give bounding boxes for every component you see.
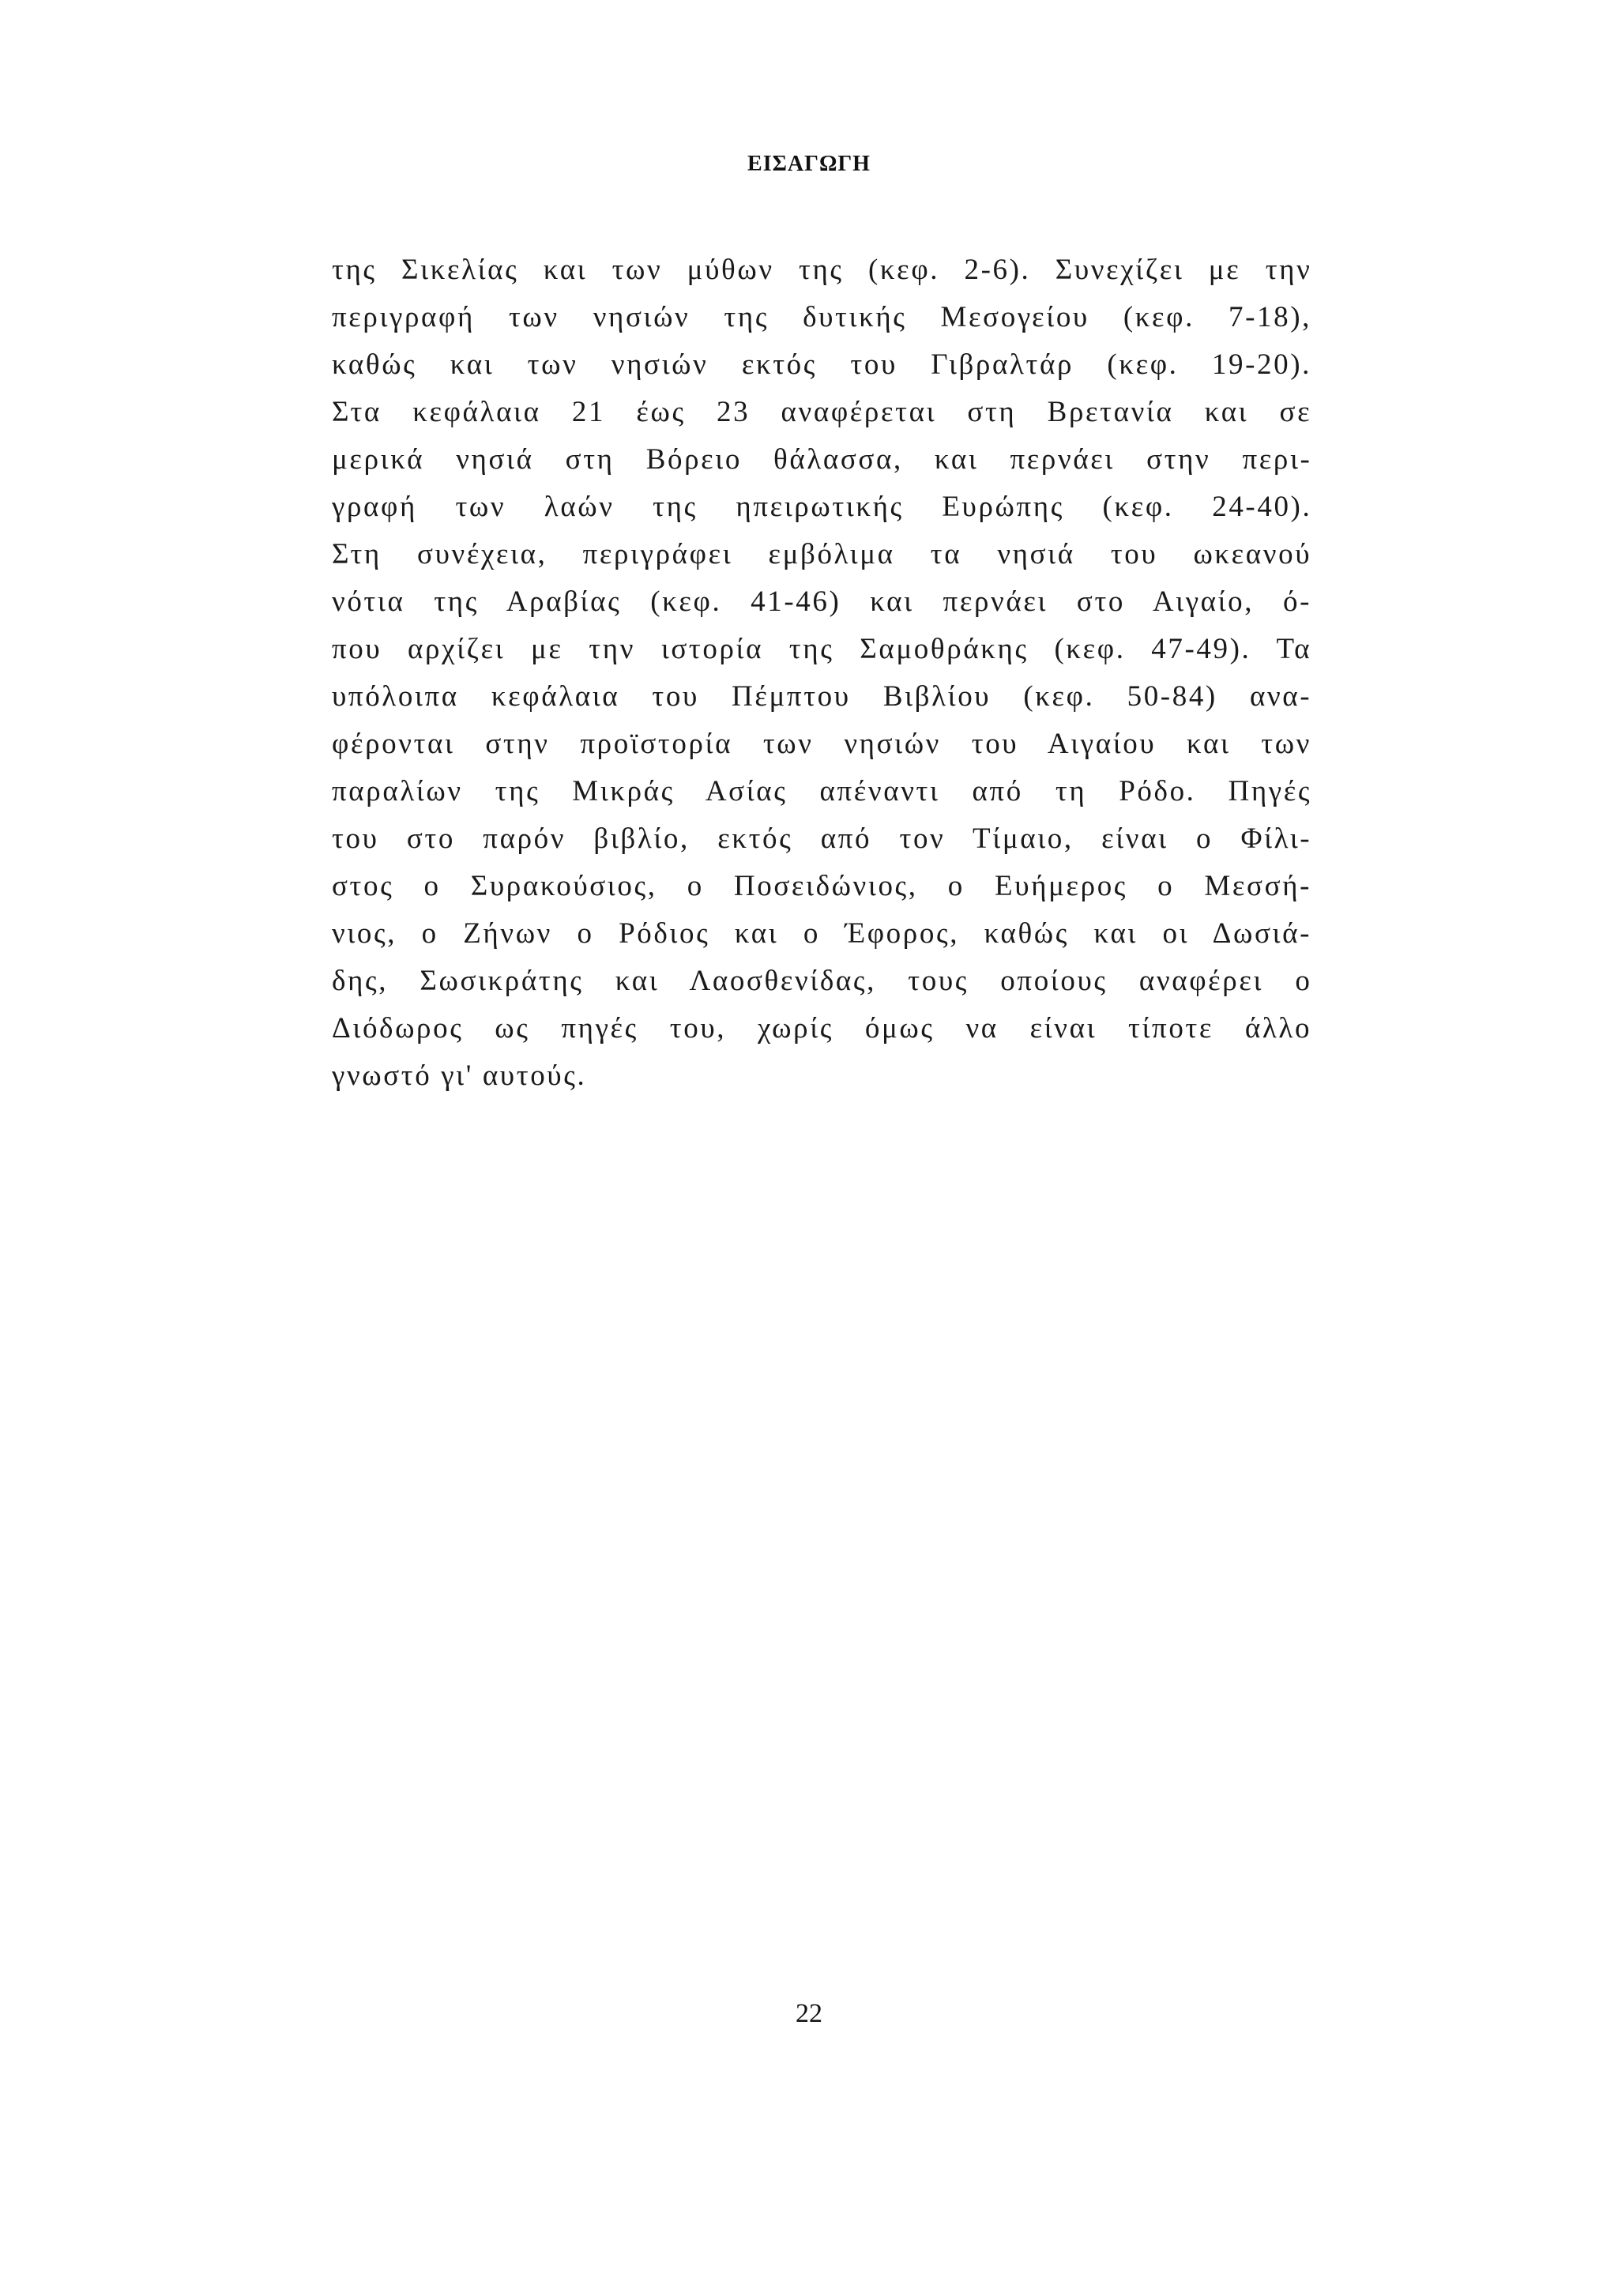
text-line: δης, Σωσικράτης και Λαοσθενίδας, τους οποίους αναφέρει ο <box>332 965 1312 997</box>
text-line: Στη συνέχεια, περιγράφει εμβόλιμα τα νησιά του ωκεανού <box>332 538 1312 570</box>
text-line: γραφή των λαών της ηπειρωτικής Ευρώπης (κεφ. 24-40). <box>332 491 1312 523</box>
text-line: Στα κεφάλαια 21 έως 23 αναφέρεται στη Βρετανία και σε <box>332 396 1312 428</box>
text-line: υπόλοιπα κεφάλαια του Πέμπτου Βιβλίου (κεφ. 50-84) ανα- <box>332 680 1312 713</box>
text-line: περιγραφή των νησιών της δυτικής Μεσογείου (κεφ. 7-18), <box>332 301 1311 333</box>
text-line: νιος, ο Ζήνων ο Ρόδιος και ο Έφορος, καθώς και οι Δωσιά- <box>332 917 1311 950</box>
page-number: 22 <box>796 1999 822 2028</box>
text-line: γνωστό γι' αυτούς. <box>332 1060 587 1092</box>
text-line: νότια της Αραβίας (κεφ. 41-46) και περνάει στο Αιγαίο, ό- <box>332 585 1312 618</box>
text-line: του στο παρόν βιβλίο, εκτός από τον Τίμαιο, είναι ο Φίλι- <box>332 822 1312 855</box>
text-line: παραλίων της Μικράς Ασίας απέναντι από τη Ρόδο. Πηγές <box>332 775 1312 807</box>
text-line: στος ο Συρακούσιος, ο Ποσειδώνιος, ο Ευήμερος ο Μεσσή- <box>332 870 1311 902</box>
text-line: καθώς και των νησιών εκτός του Γιβραλτάρ (κεφ. 19-20). <box>332 348 1311 381</box>
text-line: φέρονται στην προϊστορία των νησιών του Αιγαίου και των <box>332 728 1311 760</box>
text-line: μερικά νησιά στη Βόρειο θάλασσα, και περνάει στην περι- <box>332 443 1312 476</box>
text-line: Διόδωρος ως πηγές του, χωρίς όμως να είναι τίποτε άλλο <box>332 1012 1312 1044</box>
text-line: που αρχίζει με την ιστορία της Σαμοθράκης (κεφ. 47-49). Τα <box>332 633 1312 665</box>
text-line: της Σικελίας και των μύθων της (κεφ. 2-6). Συνεχίζει με την <box>332 254 1312 286</box>
running-head: ΕΙΣΑΓΩΓΗ <box>747 152 871 176</box>
